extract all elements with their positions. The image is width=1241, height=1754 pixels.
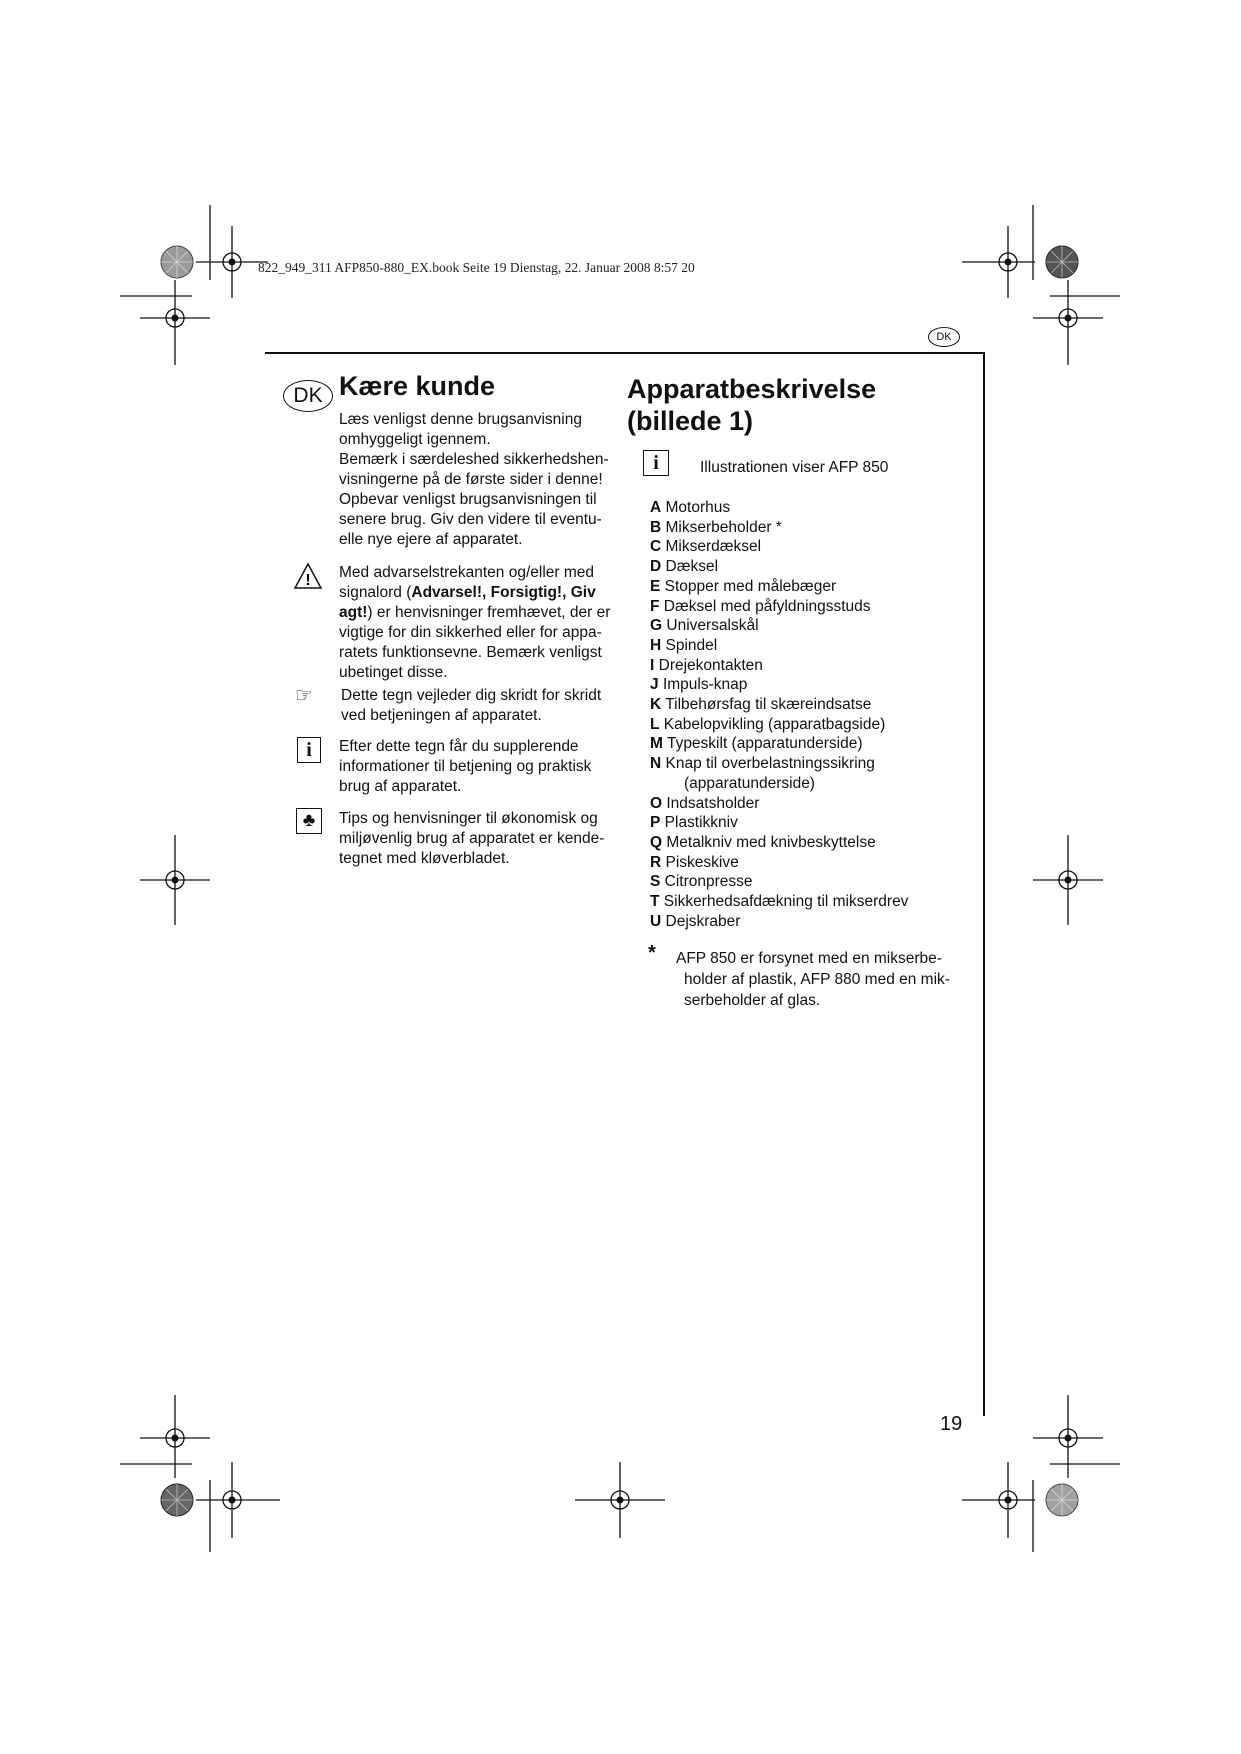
print-slug: 822_949_311 AFP850-880_EX.book Seite 19 Dienstag, 22. Januar 2008 8:57 20 bbox=[258, 260, 695, 275]
footnote-asterisk: * bbox=[648, 942, 656, 964]
header-rule bbox=[265, 352, 985, 354]
section-title-right: Apparatbeskrivelse (billede 1) bbox=[627, 374, 877, 436]
part-item: M Typeskilt (apparatunderside) bbox=[650, 735, 863, 753]
page-number: 19 bbox=[940, 1413, 963, 1435]
language-badge: DK bbox=[928, 327, 960, 347]
part-item: H Spindel bbox=[650, 636, 718, 654]
info-icon: i bbox=[297, 737, 321, 763]
part-item: K Tilbehørsfag til skæreindsatse bbox=[650, 696, 872, 714]
dk-badge: DK bbox=[283, 380, 333, 412]
parts-list bbox=[650, 498, 980, 931]
cloverleaf-icon: ♣ bbox=[296, 808, 322, 834]
part-item: A Motorhus bbox=[650, 499, 731, 516]
intro-paragraph: Læs venligst denne brugsanvisning omhyggeligt igennem. Bemærk i særdeleshed sikkerhedshen- visningerne på de første sider i denne! Opbevar venligst brugsanvisningen til senere brug. Giv den videre til eventu- elle nye ejere af apparatet. bbox=[339, 411, 609, 548]
pointing-hand-icon: ☞ bbox=[295, 685, 313, 707]
part-item: Q Metalkniv med knivbeskyttelse bbox=[650, 833, 876, 851]
info-note: Efter dette tegn får du supplerende informationer til betjening og praktisk brug af apparatet. bbox=[339, 738, 592, 795]
part-item: I Drejekontakten bbox=[650, 656, 763, 674]
part-item: D Dæksel bbox=[650, 558, 719, 576]
part-item: C Mikserdæksel bbox=[650, 538, 762, 556]
tips-note: Tips og henvisninger til økonomisk og miljøvenlig brug af apparatet er kende- tegnet med kløverbladet. bbox=[339, 810, 605, 867]
warning-triangle-icon bbox=[293, 562, 323, 590]
section-title-left: Kære kunde bbox=[339, 371, 496, 401]
part-item: L Kabelopvikling (apparatbagside) bbox=[650, 715, 886, 733]
footnote: AFP 850 er forsynet med en mikserbe- holder af plastik, AFP 880 med en mik- serbeholder af glas. bbox=[676, 950, 950, 1009]
part-item: J Impuls-knap bbox=[650, 676, 748, 694]
part-item: N Knap til overbelastningssikring bbox=[650, 755, 875, 773]
part-item: F Dæksel med påfyldningsstuds bbox=[650, 597, 871, 615]
part-item: (apparatunderside) bbox=[684, 774, 815, 792]
part-item: B Mikserbeholder * bbox=[650, 518, 782, 536]
part-item: S Citronpresse bbox=[650, 873, 753, 891]
hand-note: Dette tegn vejleder dig skridt for skridt ved betjeningen af apparatet. bbox=[341, 687, 602, 724]
part-item: P Plastikkniv bbox=[650, 814, 738, 832]
part-item: U Dejskraber bbox=[650, 912, 741, 930]
part-item: T Sikkerhedsafdækning til mikserdrev bbox=[650, 893, 909, 911]
warning-note: Med advarselstrekanten og/eller med signalord (Advarsel!, Forsigtig!, Giv agt!) er henvisninger fremhævet, der er vigtige for din sikkerhed eller for appa- ratets funktionsevne. Bemærk venligst ubetinget disse. bbox=[339, 564, 611, 681]
part-item: R Piskeskive bbox=[650, 853, 739, 871]
info-icon: i bbox=[643, 450, 669, 476]
svg-text:!: ! bbox=[305, 572, 311, 589]
part-item: E Stopper med målebæger bbox=[650, 577, 837, 595]
margin-rule bbox=[983, 352, 985, 1416]
part-item: O Indsatsholder bbox=[650, 794, 760, 812]
illustration-note: Illustrationen viser AFP 850 bbox=[700, 459, 889, 476]
part-item: G Universalskål bbox=[650, 617, 759, 635]
